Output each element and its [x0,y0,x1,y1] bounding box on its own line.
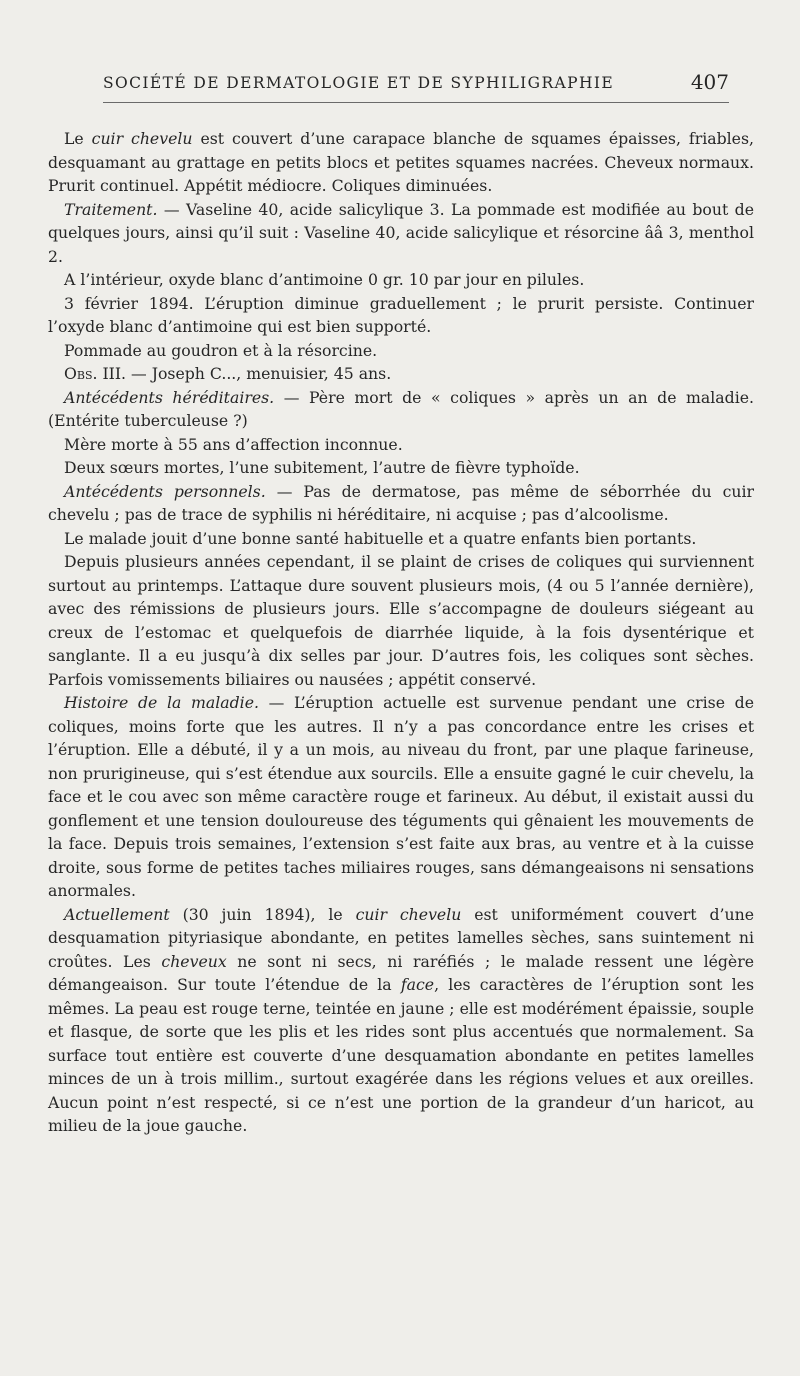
running-title: SOCIÉTÉ DE DERMATOLOGIE ET DE SYPHILIGRAPHIE [103,74,615,92]
italic-run: Histoire de la maladie. [64,693,259,712]
running-header [103,62,729,103]
text-run: Pommade au goudron et à la résorcine. [64,340,378,360]
paragraph [48,386,754,433]
text-run: (30 juin 1894), le [169,904,356,924]
text-run: — Vaseline 40, acide salicylique 3. La pommade est modifiée au bout de quelques jours, ainsi qu’il suit : Vaseline 40, acide salicylique et résorcine ââ 3, menthol 2. [48,199,754,266]
text-run: est uniformément couvert d’une desquamation pityriasique abondante, en petites lamelles sèches, sans suintement ni croûtes. Les [48,904,755,971]
text-run: est couvert d’une carapace blanche de squames épaisses, friables, desquamant au grattage en petits blocs et petites squames nacrées. Cheveux normaux. Prurit continuel. Appétit médiocre. Coliques diminuées. [48,129,754,195]
page-number: 407 [690,70,729,94]
paragraph [48,691,754,903]
text-run: — Père mort de « coliques » après un an de maladie. (Entérite tuberculeuse ?) [48,387,754,430]
paragraph [48,127,754,198]
text-run: Depuis plusieurs années cependant, il se plaint de crises de coliques qui surviennent surtout au printemps. L’attaque dure souvent plusieurs mois, (4 ou 5 l’année dernière), avec des rémissions de plusieurs jours. Elle s’accompagne de douleurs siégeant au creux de l’estomac et quelquefois de diarrhée liquide, à la fois dysentérique et sanglante. Il a eu jusqu’à dix selles par jour. D’autres fois, les coliques sont sèches. Parfois vomissements biliaires ou nausées ; appétit conservé. [48,552,754,689]
text-run: — Pas de dermatose, pas même de séborrhée du cuir chevelu ; pas de trace de syphilis ni héréditaire, ni acquise ; pas d’alcoolisme. [48,481,754,524]
text-run: Deux sœurs mortes, l’une subitement, l’autre de fièvre typhoïde. [64,458,580,477]
italic-run: face [400,975,435,994]
paragraph [48,527,754,551]
body-text [48,127,754,1138]
text-run: 3 février 1894. L’éruption diminue graduellement ; le prurit persiste. Continuer l’oxyde blanc d’antimoine qui est bien supporté. [48,293,754,336]
paragraph [48,480,754,527]
italic-run: Antécédents héréditaires. [64,387,275,407]
small-caps-run: Obs [64,364,93,383]
italic-run: Antécédents personnels. [64,481,266,501]
paragraph [48,362,754,386]
text-run: ne sont ni secs, ni raréfiés ; le malade ressent une légère démangeaison. Sur toute l’étendue de la [48,951,755,994]
paragraph [48,433,754,457]
text-run: Mère morte à 55 ans d’affection inconnue. [64,434,403,454]
italic-run: cuir chevelu [355,904,462,924]
text-run: — L’éruption actuelle est survenue pendant une crise de coliques, moins forte que les autres. Il n’y a pas concordance entre les crises et l’éruption. Elle a débuté, il y a un mois, au niveau du front, par une plaque farineuse, non prurigineuse, qui s’est étendue aux sourcils. Elle a ensuite gagné le cuir chevelu, la face et le cou avec son même caractère rouge et farineux. Au début, il existait aussi du gonflement et une tension douloureuse des téguments qui gênaient les mouvements de la face. Depuis trois semaines, l’extension s’est faite aux bras, au ventre et à la cuisse droite, sous forme de petites taches miliaires rouges, sans démangeaisons ni sensations anormales. [48,693,754,900]
text-run: A l’intérieur, oxyde blanc d’antimoine 0 gr. 10 par jour en pilules. [64,270,585,289]
italic-run: cheveux [161,951,227,971]
text-run: , les caractères de l’éruption sont les mêmes. La peau est rouge terne, teintée en jaune ; elle est modérément épaissie, souple et flasque, de sorte que les plis et les rides sont plus accentués que normalement. Sa surface tout entière est couverte d’une desquamation abondante en petites lamelles minces de un à trois millim., surtout exagérée dans les régions velues et aux oreilles. Aucun point n’est respecté, si ce n’est une portion de la grandeur d’un haricot, au milieu de la joue gauche. [48,975,754,1135]
book-page [48,62,754,1138]
text-run: . III. — Joseph C..., menuisier, 45 ans. [92,364,392,383]
text-run: Le malade jouit d’une bonne santé habituelle et a quatre enfants bien portants. [64,528,697,548]
paragraph [48,903,754,1138]
paragraph [48,292,754,339]
paragraph [48,456,754,480]
paragraph [48,550,754,691]
paragraph [48,268,754,292]
text-run: Le [64,129,92,148]
paragraph [48,198,754,269]
paragraph [48,339,754,363]
italic-run: Actuellement [64,904,170,924]
italic-run: Traitement. [64,199,158,219]
italic-run: cuir chevelu [91,129,193,148]
